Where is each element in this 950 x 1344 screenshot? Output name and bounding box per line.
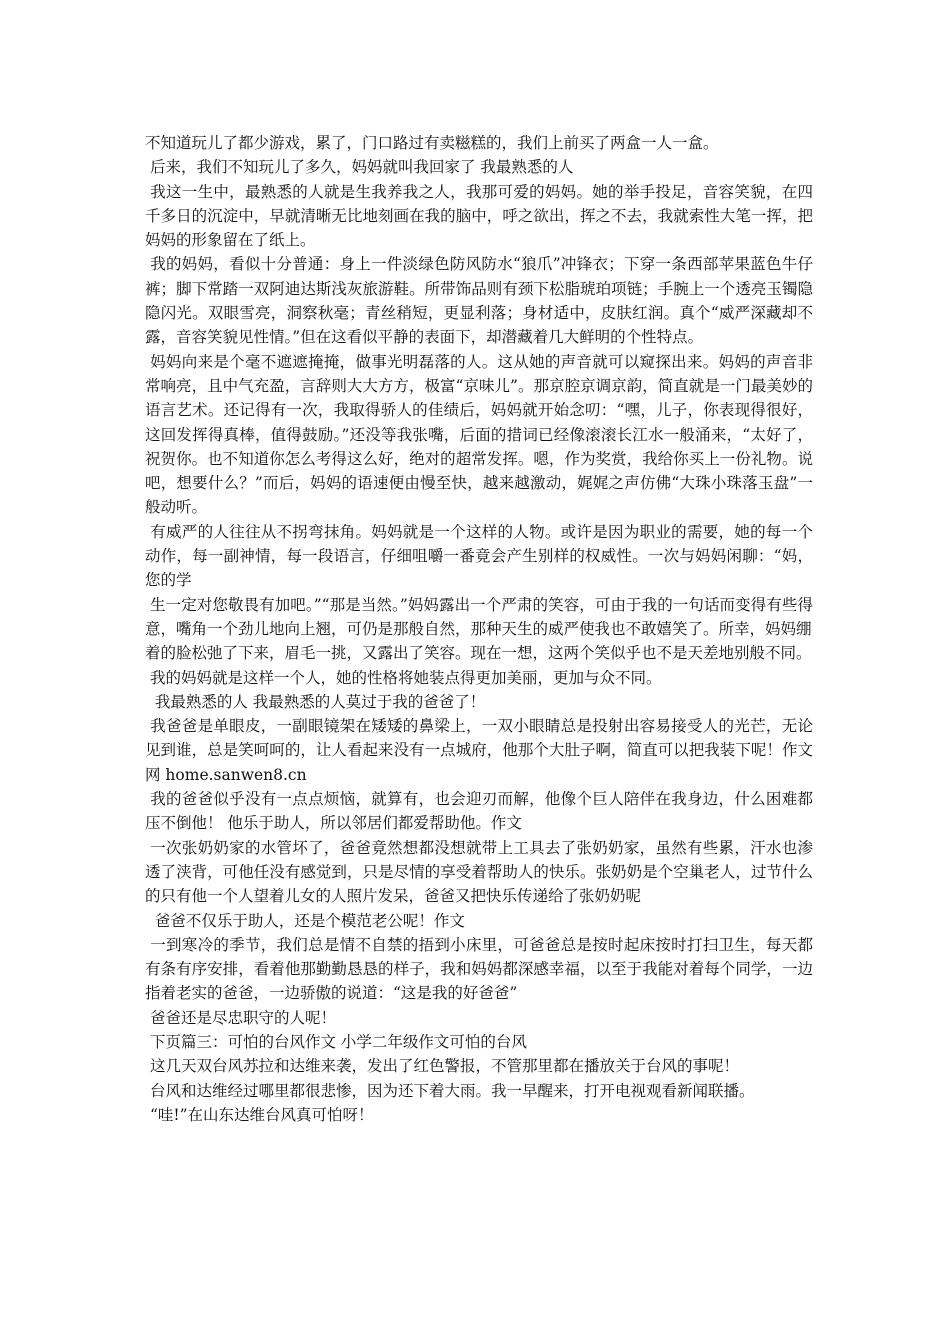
paragraph-7: 生一定对您敬畏有加吧。”“那是当然。”妈妈露出一个严肃的笑容，可由于我的一句话而变得有些得意，嘴角一个劲儿地向上翘，可仍是那般自然，那种天生的威严使我也不敢嬉笑了。所幸，妈妈绷 bbox=[145, 595, 813, 638]
paragraph-12: 我的爸爸似乎没有一点点烦恼，就算有，也会迎刃而解，他像个巨人陪伴在我身边，什么困难都压不倒他！ 他乐于助人，所以邻居们都爱帮助他。作文 bbox=[145, 790, 813, 833]
paragraph-11: 我爸爸是单眼皮，一副眼镜架在矮矮的鼻梁上，一双小眼睛总是投射出容易接受人的光芒，无论见到谁，总是笑呵呵的，让人看起来没有一点城府，他那个大肚子啊，简直可以把我装下呢！作文网 home.sanwen8.cn bbox=[145, 717, 813, 784]
document-body bbox=[145, 131, 813, 1127]
paragraph-18: 这几天双台风苏拉和达维来袭，发出了红色警报，不管那里都在播放关于台风的事呢！ bbox=[145, 1057, 739, 1076]
paragraph-16: 爸爸还是尽忠职守的人呢！ bbox=[145, 1008, 336, 1027]
paragraph-20: “哇!”在山东达维台风真可怕呀！ bbox=[145, 1105, 374, 1124]
paragraph-17: 下页篇三：可怕的台风作文 小学二年级作文可怕的台风 bbox=[145, 1032, 527, 1051]
paragraph-1: 不知道玩儿了都少游戏，累了，门口路过有卖糍糕的，我们上前买了两盒一人一盒。 bbox=[145, 134, 719, 152]
paragraph-15: 一到寒冷的季节，我们总是情不自禁的捂到小床里，可爸爸总是按时起床按时打扫卫生，每天都有条有序安排，看着他那勤勤恳恳的样子，我和妈妈都深感幸福，以至于我能对着每个同学，一边指着老实的爸爸，一边骄傲的说道：“这是我的好爸爸” bbox=[145, 935, 813, 1003]
paragraph-10: 我最熟悉的人 我最熟悉的人莫过于我的爸爸了！ bbox=[145, 692, 486, 711]
paragraph-3: 我这一生中，最熟悉的人就是生我养我之人，我那可爱的妈妈。她的举手投足，音容笑貌，在四千多日的沉淀中，早就清晰无比地刻画在我的脑中，呼之欲出，挥之不去，我就索性大笔一挥，把妈妈的形象留在了纸上。 bbox=[145, 182, 813, 250]
paragraph-8: 着的脸松弛了下来，眉毛一挑，又露出了笑容。现在一想，这两个笑似乎也不是天差地别般不同。 bbox=[145, 644, 812, 663]
paragraph-2: 后来，我们不知玩儿了多久，妈妈就叫我回家了 我最熟悉的人 bbox=[145, 158, 574, 177]
paragraph-9: 我的妈妈就是这样一个人，她的性格将她装点得更加美丽，更加与众不同。 bbox=[145, 668, 662, 687]
paragraph-19: 台风和达维经过哪里都很悲惨，因为还下着大雨。我一早醒来，打开电视观看新闻联播。 bbox=[145, 1081, 755, 1100]
paragraph-4: 我的妈妈，看似十分普通：身上一件淡绿色防风防水“狼爪”冲锋衣；下穿一条西部苹果蓝色牛仔裤；脚下常踏一双阿迪达斯浅灰旅游鞋。所带饰品则有颈下松脂琥珀项链；手腕上一个透亮玉镯隐隐闪光。双眼雪亮，洞察秋毫；青丝稍短，更显利落；身材适中，皮肤红润。真个“威严深藏却不露，音容笑貌见性情。”但在这看似平静的表面下，却潜藏着几大鲜明的个性特点。 bbox=[145, 255, 813, 347]
paragraph-6: 有威严的人往往从不拐弯抹角。妈妈就是一个这样的人物。或许是因为职业的需要，她的每一个动作，每一副神情，每一段语言，仔细咀嚼一番竟会产生别样的权威性。一次与妈妈闲聊：“妈，您的学 bbox=[145, 522, 813, 590]
paragraph-14: 爸爸不仅乐于助人，还是个模范老公呢！作文 bbox=[145, 911, 465, 930]
paragraph-5: 妈妈向来是个毫不遮遮掩掩，做事光明磊落的人。这从她的声音就可以窥探出来。妈妈的声音非常响亮，且中气充盈，言辞则大大方方，极富“京味儿”。那京腔京调京韵，简直就是一门最美妙的语言艺术。还记得有一次，我取得骄人的佳绩后，妈妈就开始念叨：“嘿，儿子，你表现得很好，这回发挥得真棒，值得鼓励。”还没等我张嘴，后面的措词已经像滚滚长江水一般涌来，“太好了，祝贺你。也不知道你怎么考得这么好，绝对的超常发挥。嗯，作为奖赏，我给你买上一份礼物。说吧，想要什么？”而后，妈妈的语速便由慢至快，越来越激动，娓娓之声仿佛“大珠小珠落玉盘”一般动听。 bbox=[145, 352, 813, 517]
paragraph-13: 一次张奶奶家的水管坏了，爸爸竟然想都没想就带上工具去了张奶奶家，虽然有些累，汗水也渗透了浃背，可他任没有感觉到，只是尽情的享受着帮助人的快乐。张奶奶是个空巢老人，过节什么的只有他一个人望着儿女的人照片发呆，爸爸又把快乐传递给了张奶奶呢 bbox=[145, 838, 813, 906]
